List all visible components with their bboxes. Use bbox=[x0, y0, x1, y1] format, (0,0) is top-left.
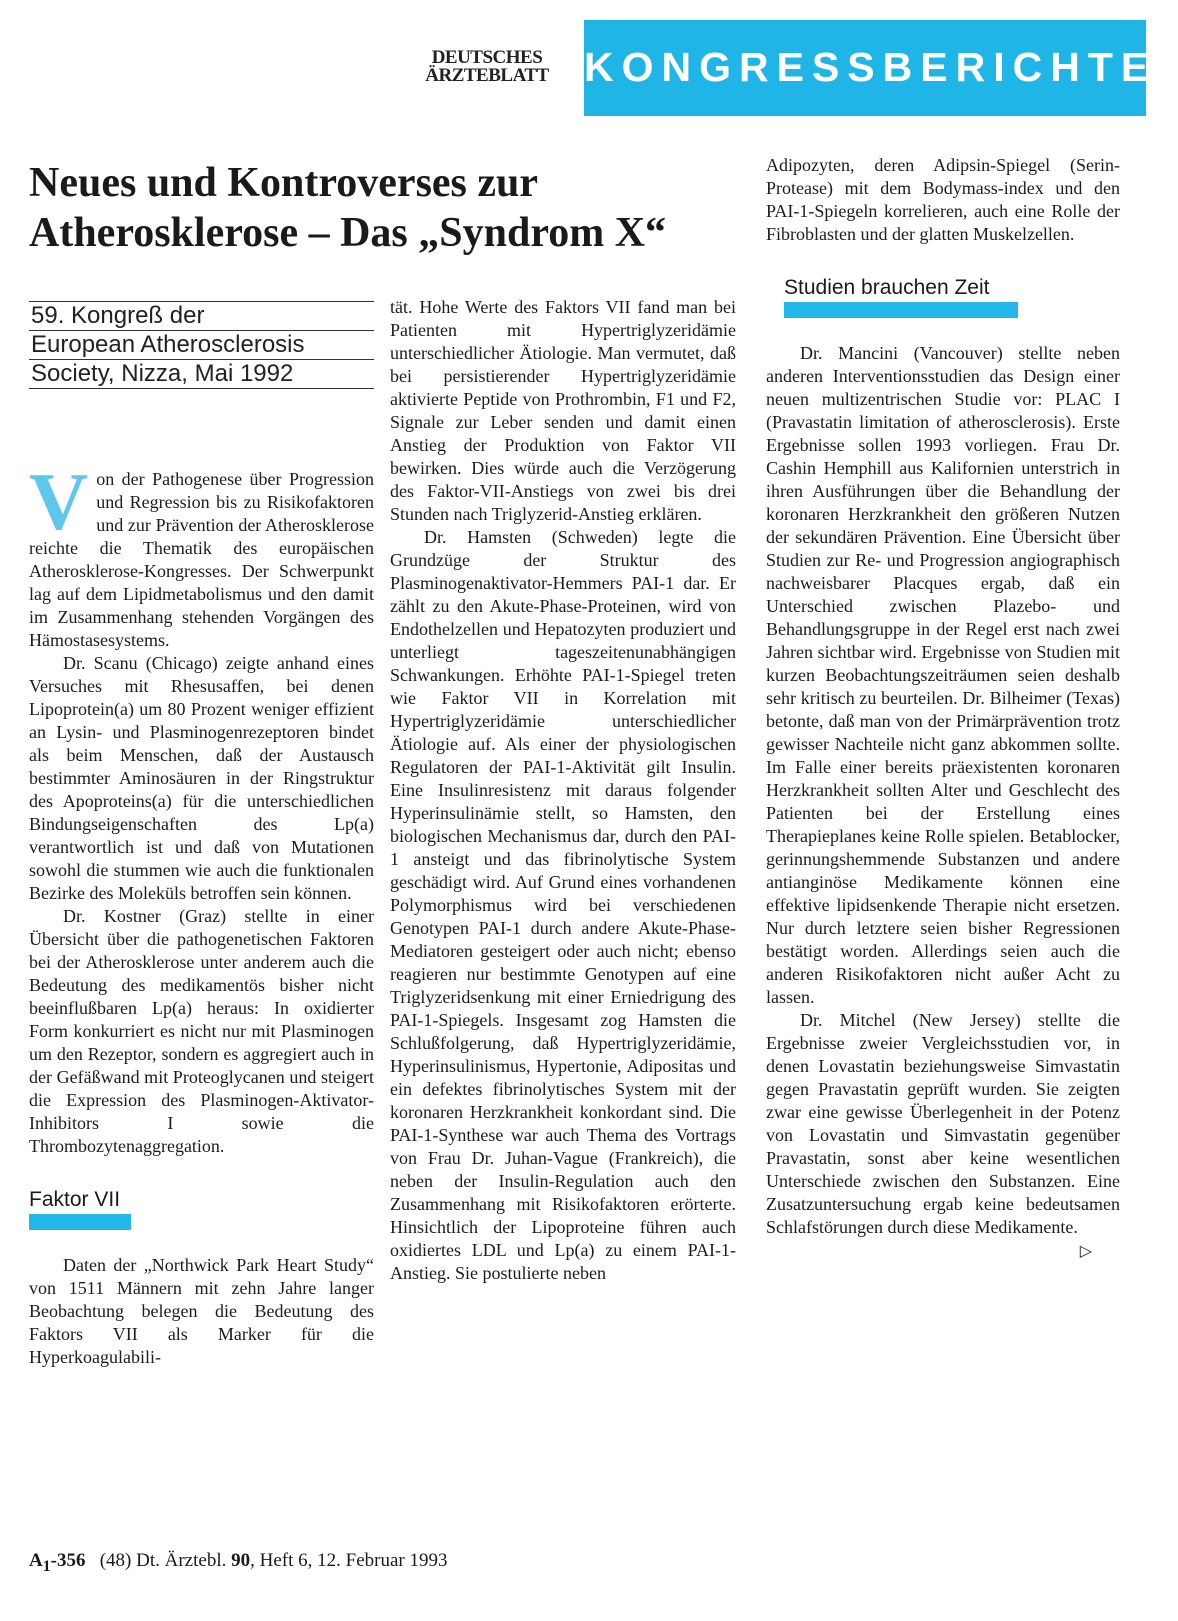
subhead-line1: 59. Kongreß der bbox=[29, 301, 374, 330]
page-footer bbox=[29, 1550, 729, 1576]
mitchel-text: Dr. Mitchel (New Jersey) stellte die Ergebnisse zweier Vergleichsstudien vor, in denen Lovastatin beziehungsweise Simvastatin gegen Pravastatin geprüft wurden. Sie zeigten zwar eine gewisse Überlegenheit in der Potenz von Lovastatin und Simvastatin gegenüber Pravastatin, sonst aber keine wesentlichen Unterschiede zwischen den Substanzen. Eine Zusatzuntersuchung ergab keine bedeutsamen Schlafstörungen durch diese Medikamente. bbox=[766, 1010, 1120, 1237]
page-sub: 1 bbox=[42, 1557, 51, 1575]
paragraph-mitchel bbox=[766, 1009, 1120, 1260]
section-heading-faktor-vii bbox=[29, 1188, 374, 1230]
masthead-line1: DEUTSCHES bbox=[431, 47, 543, 68]
paragraph-kostner: Dr. Kostner (Graz) stellte in einer Übersicht über die pathogenetischen Faktoren bei der Atherosklerose unter anderem auch die Bedeutung des medikamentös bisher nicht beeinflußbaren Lp(a) heraus: In oxidierter Form konkurriert es nicht nur mit Plasminogen um den Rezeptor, sondern es aggregiert auch in der Gefäßwand mit Proteoglycanen und steigert die Expression des Plasminogen-Aktivator-Inhibitors I sowie die Thrombozytenaggregation. bbox=[29, 906, 374, 1156]
column-2 bbox=[390, 296, 736, 1285]
intro-text: on der Pathogenese über Progression und Regression bis zu Risikofaktoren und zur Prävention der Atherosklerose reichte die Thematik des europäischen Atherosklerose-Kongresses. Der Schwerpunkt lag auf dem Lipidmetabolismus und den damit im Zusammenhang stehenden Vorgängen des Hämostasesystems. bbox=[29, 469, 374, 650]
paragraph-scanu: Dr. Scanu (Chicago) zeigte anhand eines Versuches mit Rhesusaffen, bei denen Lipoprotein(a) um 80 Prozent weniger effizient an Lysin- und Plasminogenrezeptoren bindet als beim Menschen, daß der Austausch bestimmter Aminosäuren in der Ringstruktur des Apoproteins(a) für die unterschiedlichen Bindungseigenschaften des Lp(a) verantwortlich ist und daß von Mutationen sowohl die stummen wie auch die funktionalen Bezirke des Moleküls betroffen sein können. bbox=[29, 653, 374, 903]
masthead-line2: ÄRZTEBLATT bbox=[425, 65, 549, 86]
paragraph-mancini: Dr. Mancini (Vancouver) stellte neben anderen Interventionsstudien das Design einer neuen multizentrischen Studie vor: PLAC I (Pravastatin limitation of atherosclerosis). Erste Ergebnisse sollen 1993 vorliegen. Frau Dr. Cashin Hemphill aus Kalifornien unterstrich in ihren Ausführungen über die Behandlung der koronaren Herzkrankheit den größeren Nutzen der sekundären Prävention. Eine Übersicht über Studien zur Re- und Progression angiographisch nachweisbarer Placques ergab, daß ein Unterschied zwischen Plazebo- und Behandlungsgruppe in der Regel erst nach zwei Jahren sichtbar wird. Ergebnisse von Studien mit kurzen Beobachtungszeiträumen seien deshalb sehr kritisch zu beurteilen. Dr. Bilheimer (Texas) betonte, daß man von der Primärprävention trotz gewisser Nachteile nicht ganz abkommen sollte. Im Falle einer bereits präexistenten koronaren Herzkrankheit sollten Alter und Geschlecht des Patienten bei der Erstellung eines Therapieplanes keine Rolle spielen. Betablocker, gerinnungshemmende Substanzen und andere antianginöse Medikamente können eine effektive lipidsenkende Therapie nicht ersetzen. Nur durch letztere seien bisher Regressionen bestätigt worden. Allerdings seien auch die anderen Risikofaktoren nicht außer Acht zu lassen. bbox=[766, 343, 1120, 1007]
subhead-line3: Society, Nizza, Mai 1992 bbox=[29, 359, 374, 389]
continue-arrow-icon: ▷ bbox=[1079, 1241, 1092, 1260]
issue-info: , Heft 6, 12. Februar 1993 bbox=[250, 1550, 448, 1571]
page-code: $A_1-356$ bbox=[29, 1550, 86, 1575]
drop-cap: V bbox=[29, 456, 89, 547]
section-bar bbox=[29, 1214, 131, 1230]
section-banner bbox=[584, 20, 1157, 116]
section-title: Faktor VII bbox=[29, 1188, 121, 1211]
paragraph-adipozyten: Adipozyten, deren Adipsin-Spiegel (Serin-Protease) mit dem Bodymass-index und den PAI-1-Spiegeln korrelieren, auch eine Rolle der Fibroblasten und der glatten Muskelzellen. bbox=[766, 155, 1120, 244]
section-heading-studien bbox=[766, 276, 1120, 318]
headline-line2: Atherosklerose – Das „Syndrom X“ bbox=[29, 210, 667, 256]
section-title: Studien brauchen Zeit bbox=[784, 276, 990, 299]
headline bbox=[29, 158, 769, 258]
subhead-line2: European Atherosclerosis bbox=[29, 330, 374, 359]
subhead bbox=[29, 301, 374, 389]
masthead bbox=[407, 49, 567, 85]
intro-paragraph bbox=[29, 456, 374, 652]
column-1 bbox=[29, 456, 374, 1369]
headline-line1: Neues und Kontroverses zur bbox=[29, 160, 539, 206]
volume: 90 bbox=[231, 1550, 251, 1571]
paragraph-faktor-vii-cont: tät. Hohe Werte des Faktors VII fand man bei Patienten mit Hypertriglyzeridämie unterschiedlicher Ätiologie. Man vermutet, daß bei persistierender Hypertriglyzeridämie aktivierte Peptide von Prothrombin, F1 und F2, Signale zur Leber senden und damit einen Anstieg der Produktion von Faktor VII bewirken. Dies würde auch die Verzögerung des Faktor-VII-Anstiegs von zwei bis drei Stunden nach Triglyzerid-Anstieg erklären. bbox=[390, 297, 736, 524]
paragraph-northwick: Daten der „Northwick Park Heart Study“ von 1511 Männern mit zehn Jahre langer Beobachtung belegen die Bedeutung des Faktors VII als Marker für die Hyperkoagulabili- bbox=[29, 1255, 374, 1367]
journal-ref: (48) Dt. Ärztebl. bbox=[99, 1550, 227, 1571]
column-3 bbox=[766, 154, 1120, 1262]
paragraph-hamsten: Dr. Hamsten (Schweden) legte die Grundzüge der Struktur des Plasminogenaktivator-Hemmers PAI-1 dar. Er zählt zu den Akute-Phase-Proteinen, wird von Endothelzellen und Hepatozyten produziert und unterliegt tageszeitenunabhängigen Schwankungen. Erhöhte PAI-1-Spiegel treten wie Faktor VII in Korrelation mit Hypertriglyzeridämie unterschiedlicher Ätiologie auf. Als einer der physiologischen Regulatoren der PAI-1-Aktivität gilt Insulin. Eine Insulinresistenz mit daraus folgender Hyperinsulinämie stellt, so Hamsten, den biologischen Mechanismus dar, durch den PAI-1 ansteigt und das fibrinolytische System geschädigt wird. Auf Grund eines vorhandenen Polymorphismus wird bei verschiedenen Genotypen PAI-1 durch andere Akute-Phase-Mediatoren gesteigert oder auch nicht; ebenso reagieren nur bestimmte Genotypen auf eine Triglyzeridsenkung mit einer Erniedrigung des PAI-1-Spiegels. Insgesamt zog Hamsten die Schlußfolgerung, daß Hypertriglyzeridämie, Hyperinsulinismus, Hypertonie, Adipositas und ein defektes fibrinolytisches System mit der koronaren Herzkrankheit konkordant sind. Die PAI-1-Synthese war auch Thema des Vortrags von Frau Dr. Juhan-Vague (Frankreich), die neben der Insulin-Regulation auch den Zusammenhang mit Risikofaktoren erörterte. Hinsichtlich der Lipoproteine führen auch oxidiertes LDL und Lp(a) zu einem PAI-1-Anstieg. Sie postulierte neben bbox=[390, 527, 736, 1283]
banner-text: KONGRESSBERICHTE bbox=[584, 44, 1157, 90]
section-bar bbox=[784, 302, 1018, 318]
